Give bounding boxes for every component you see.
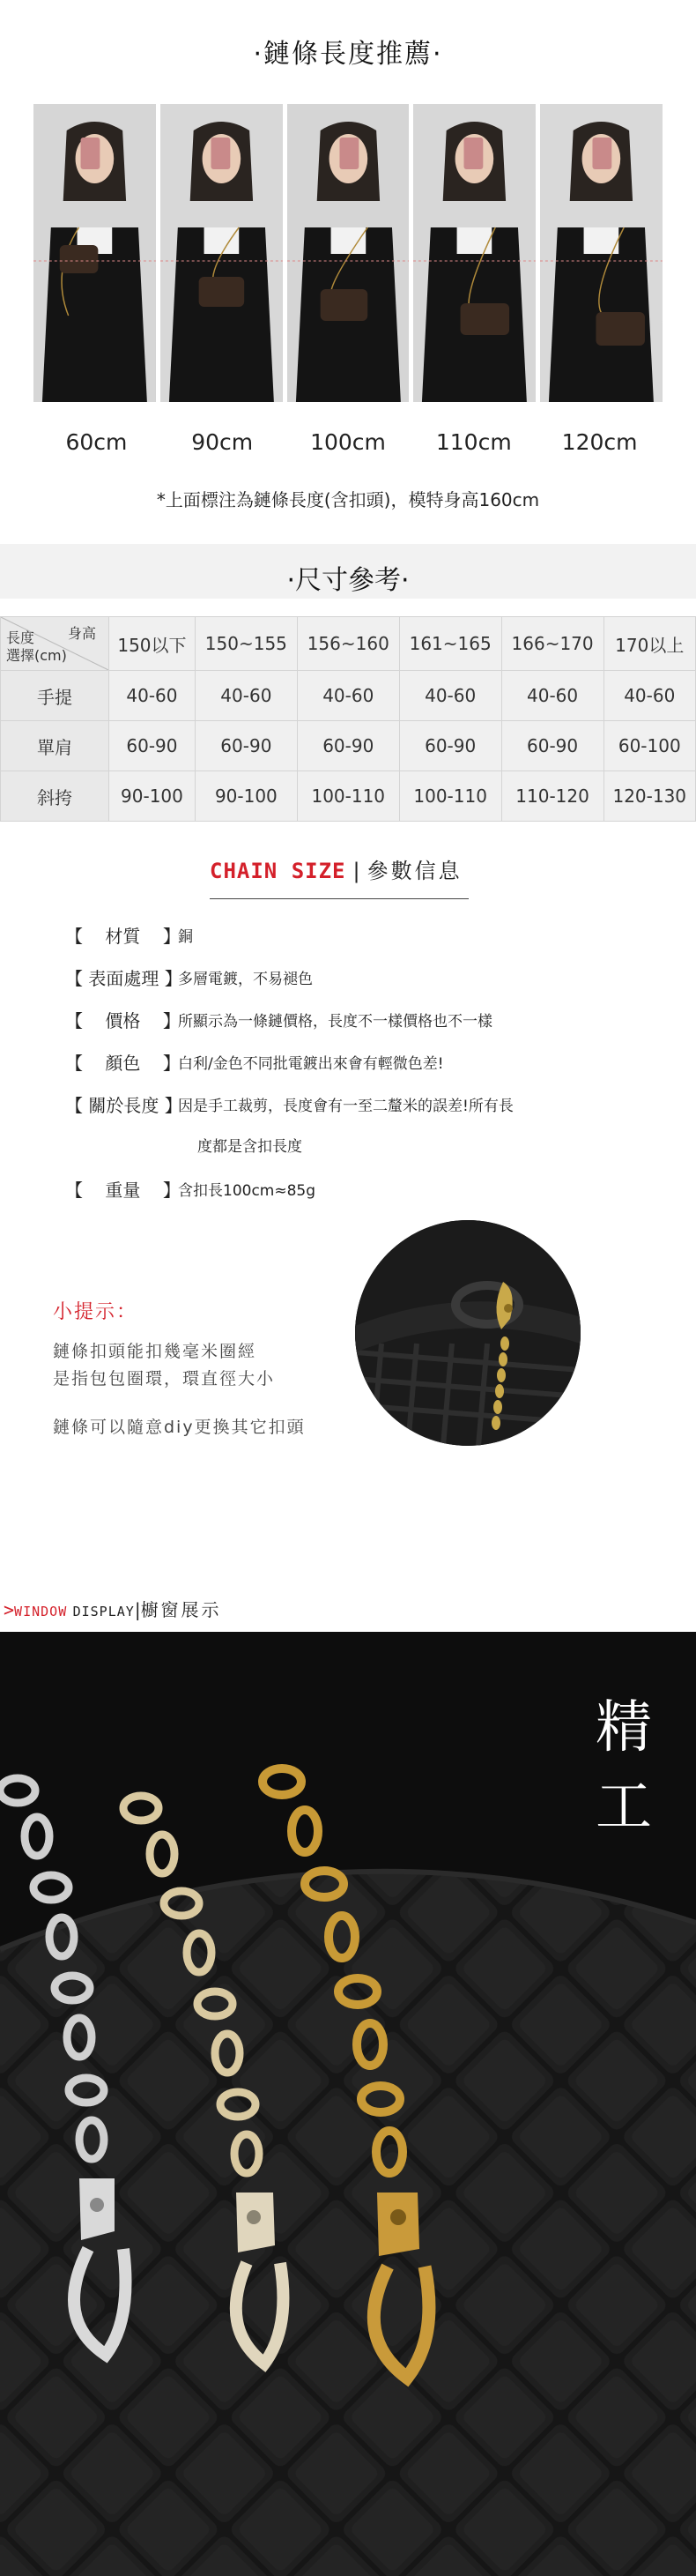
model-photo-60cm bbox=[33, 104, 156, 402]
showcase-overlay-text bbox=[596, 1688, 652, 1847]
window-display-heading bbox=[4, 1596, 222, 1621]
overlay-char-1: 精 bbox=[596, 1695, 652, 1761]
tip-line: 是指包包圈環，環直徑大小 bbox=[53, 1369, 276, 1389]
model-height-note: *上面標注為鏈條長度(含扣頭)，模特身高160cm bbox=[156, 489, 540, 510]
table-cell: 100-110 bbox=[399, 771, 501, 822]
spec-row-color bbox=[65, 1049, 444, 1075]
heading-separator: | bbox=[352, 859, 360, 883]
spec-value: 含扣長100cm≈85g bbox=[178, 1182, 316, 1200]
tip-line: 鏈條扣頭能扣幾毫米圈經 bbox=[53, 1342, 257, 1361]
table-cell: 40-60 bbox=[603, 671, 695, 721]
spec-label: 【 顏色 】 bbox=[65, 1053, 181, 1074]
overlay-char-2: 工 bbox=[596, 1775, 652, 1840]
table-cell: 40-60 bbox=[195, 671, 297, 721]
tip-line: 鏈條可以隨意diy更換其它扣頭 bbox=[53, 1418, 306, 1437]
spec-row-price bbox=[65, 1007, 492, 1032]
spec-label: 【 關於長度 】 bbox=[65, 1095, 182, 1116]
spec-label: 【 價格 】 bbox=[65, 1010, 181, 1031]
table-cell: 60-90 bbox=[109, 721, 196, 771]
spec-row-finish bbox=[65, 964, 313, 990]
table-header-row bbox=[1, 617, 696, 671]
table-cell: 40-60 bbox=[399, 671, 501, 721]
heading-separator: | bbox=[134, 1599, 141, 1620]
table-corner-cell bbox=[1, 617, 109, 671]
size-table bbox=[0, 616, 696, 822]
spec-value: 所顯示為一條鏈價格，長度不一樣價格也不一樣 bbox=[178, 1013, 492, 1031]
corner-length-line2: 選擇(cm) bbox=[6, 647, 67, 664]
table-header-cell: 150~155 bbox=[195, 617, 297, 671]
spec-value: 銅 bbox=[178, 928, 193, 946]
length-label: 120cm bbox=[561, 429, 638, 455]
spec-label: 【 重量 】 bbox=[65, 1180, 181, 1201]
table-cell: 60-90 bbox=[195, 721, 297, 771]
chain-size-heading bbox=[210, 853, 463, 884]
table-cell: 60-90 bbox=[399, 721, 501, 771]
tip-title: 小提示： bbox=[53, 1301, 138, 1323]
table-header-cell: 161~165 bbox=[399, 617, 501, 671]
chain-size-zh-title: 參數信息 bbox=[367, 859, 463, 883]
spec-row-material bbox=[65, 922, 193, 948]
spec-label: 【 材質 】 bbox=[65, 926, 181, 947]
heading-underline bbox=[210, 898, 469, 899]
spec-value-continued: 度都是含扣長度 bbox=[197, 1138, 302, 1156]
model-photo-90cm bbox=[160, 104, 283, 402]
table-cell: 40-60 bbox=[109, 671, 196, 721]
length-label: 100cm bbox=[310, 429, 386, 455]
corner-length-label bbox=[6, 629, 67, 665]
table-row bbox=[1, 771, 696, 822]
window-en-dark: DISPLAY bbox=[72, 1604, 135, 1619]
table-row-label: 單肩 bbox=[1, 721, 109, 771]
table-cell: 110-120 bbox=[501, 771, 603, 822]
spec-value: 多層電鍍，不易褪色 bbox=[178, 971, 313, 988]
table-header-cell: 150以下 bbox=[109, 617, 196, 671]
clasp-closeup-image bbox=[355, 1220, 581, 1446]
table-row bbox=[1, 671, 696, 721]
table-header-cell: 170以上 bbox=[603, 617, 695, 671]
arrow-icon: > bbox=[4, 1599, 15, 1620]
table-cell: 90-100 bbox=[195, 771, 297, 822]
length-label: 90cm bbox=[191, 429, 254, 455]
model-photo-100cm bbox=[287, 104, 410, 402]
table-cell: 60-90 bbox=[297, 721, 399, 771]
spec-value: 白利/金色不同批電鍍出來會有輕微色差! bbox=[178, 1055, 444, 1073]
table-cell: 120-130 bbox=[603, 771, 695, 822]
table-cell: 90-100 bbox=[109, 771, 196, 822]
corner-height-label: 身高 bbox=[67, 625, 96, 642]
window-zh-title: 櫥窗展示 bbox=[140, 1599, 222, 1620]
chain-showcase-image bbox=[0, 1632, 696, 2576]
spec-row-weight bbox=[65, 1176, 315, 1202]
model-photo-row bbox=[33, 104, 663, 402]
table-cell: 100-110 bbox=[297, 771, 399, 822]
length-label: 110cm bbox=[435, 429, 512, 455]
table-cell: 40-60 bbox=[297, 671, 399, 721]
table-header-cell: 166~170 bbox=[501, 617, 603, 671]
chain-length-title: ·鏈條長度推薦· bbox=[253, 39, 443, 70]
spec-row-length bbox=[65, 1091, 514, 1117]
table-header-cell: 156~160 bbox=[297, 617, 399, 671]
model-photo-110cm bbox=[413, 104, 536, 402]
length-label: 60cm bbox=[65, 429, 128, 455]
size-reference-title: ·尺寸參考· bbox=[286, 565, 410, 596]
corner-length-line1: 長度 bbox=[6, 629, 35, 646]
table-row bbox=[1, 721, 696, 771]
chain-size-en-title: CHAIN SIZE bbox=[210, 859, 346, 883]
table-row-label: 手提 bbox=[1, 671, 109, 721]
spec-value: 因是手工裁剪，長度會有一至二釐米的誤差!所有長 bbox=[178, 1098, 514, 1115]
length-label-row bbox=[33, 429, 663, 455]
window-en-red: WINDOW bbox=[14, 1604, 68, 1619]
table-row-label: 斜挎 bbox=[1, 771, 109, 822]
table-cell: 40-60 bbox=[501, 671, 603, 721]
table-cell: 60-100 bbox=[603, 721, 695, 771]
table-cell: 60-90 bbox=[501, 721, 603, 771]
spec-label: 【 表面處理 】 bbox=[65, 968, 182, 989]
model-photo-120cm bbox=[540, 104, 663, 402]
